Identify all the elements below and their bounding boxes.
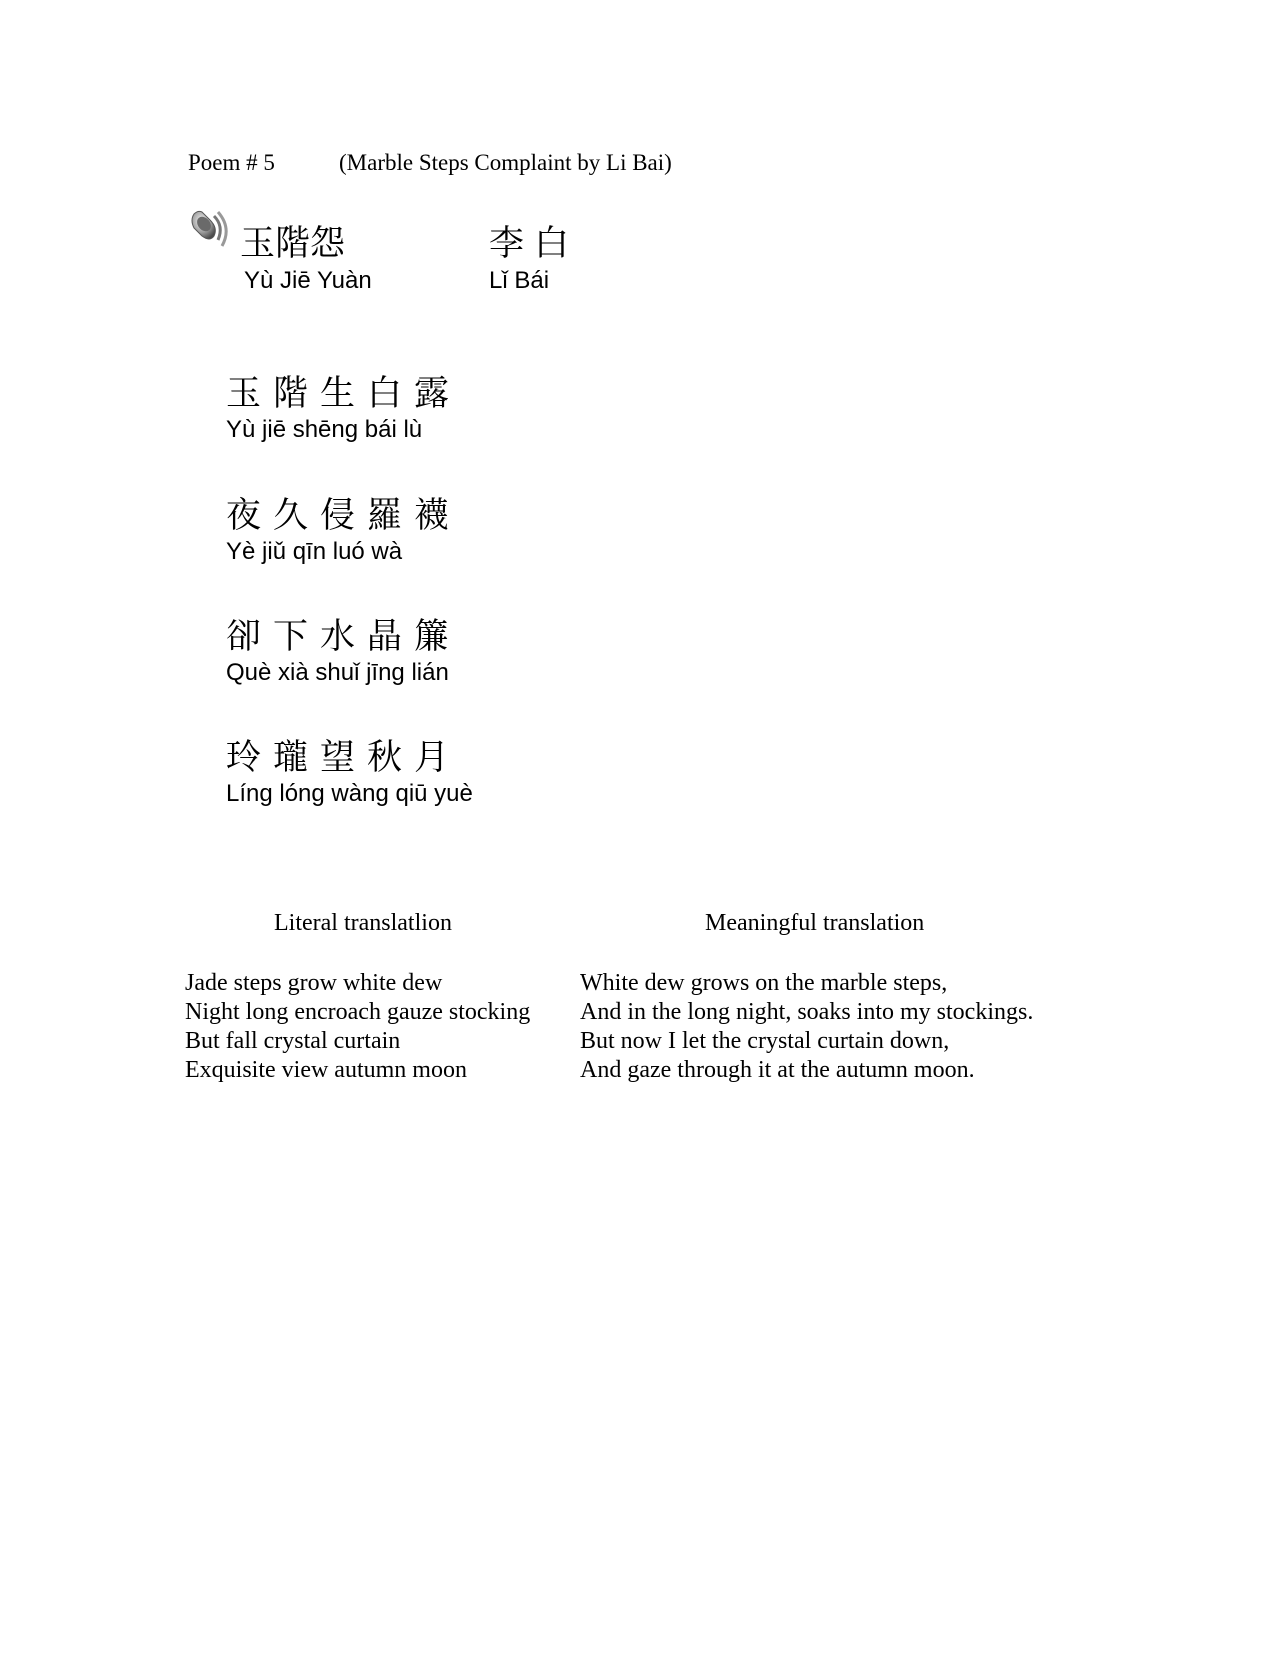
translation-line: But fall crystal curtain bbox=[185, 1028, 401, 1054]
translation-line: Exquisite view autumn moon bbox=[185, 1057, 467, 1083]
poem-subtitle: (Marble Steps Complaint by Li Bai) bbox=[339, 150, 672, 175]
verse-pinyin: Líng lóng wàng qiū yuè bbox=[226, 780, 473, 807]
verse-pinyin: Yè jiǔ qīn luó wà bbox=[226, 538, 403, 565]
verse-chinese: 玉階生白露 bbox=[226, 374, 462, 414]
verse-line bbox=[226, 494, 461, 566]
translation-line: White dew grows on the marble steps, bbox=[580, 970, 948, 996]
poem-number: Poem # 5 bbox=[188, 150, 275, 175]
verse-pinyin: Yù jiē shēng bái lù bbox=[226, 416, 423, 443]
verse-pinyin: Què xià shuǐ jīng lián bbox=[226, 659, 449, 686]
author-chinese: 李白 bbox=[489, 224, 580, 264]
meaningful-translation-heading: Meaningful translation bbox=[705, 910, 925, 936]
verse-line bbox=[226, 615, 461, 687]
author-pinyin: Lǐ Bái bbox=[489, 267, 550, 294]
verse-line bbox=[226, 372, 461, 444]
translation-line: But now I let the crystal curtain down, bbox=[580, 1028, 950, 1054]
verse-line bbox=[226, 736, 473, 808]
translation-line: Jade steps grow white dew bbox=[185, 970, 443, 996]
page-header bbox=[188, 150, 672, 176]
translation-line: And in the long night, soaks into my stockings. bbox=[580, 999, 1034, 1025]
verse-chinese: 卻下水晶簾 bbox=[226, 617, 462, 657]
verse-chinese: 玲瓏望秋月 bbox=[226, 738, 462, 778]
title-pinyin: Yù Jiē Yuàn bbox=[244, 267, 372, 294]
literal-translation-heading: Literal translatlion bbox=[274, 910, 452, 936]
poem-title bbox=[240, 222, 372, 296]
speaker-icon[interactable] bbox=[188, 208, 232, 254]
verse-chinese: 夜久侵羅襪 bbox=[226, 496, 462, 536]
translation-line: Night long encroach gauze stocking bbox=[185, 999, 531, 1025]
title-chinese: 玉階怨 bbox=[240, 224, 346, 264]
poem-author bbox=[489, 222, 579, 296]
translation-line: And gaze through it at the autumn moon. bbox=[580, 1057, 975, 1083]
meaningful-translation bbox=[580, 969, 1033, 1085]
literal-translation bbox=[185, 969, 530, 1085]
